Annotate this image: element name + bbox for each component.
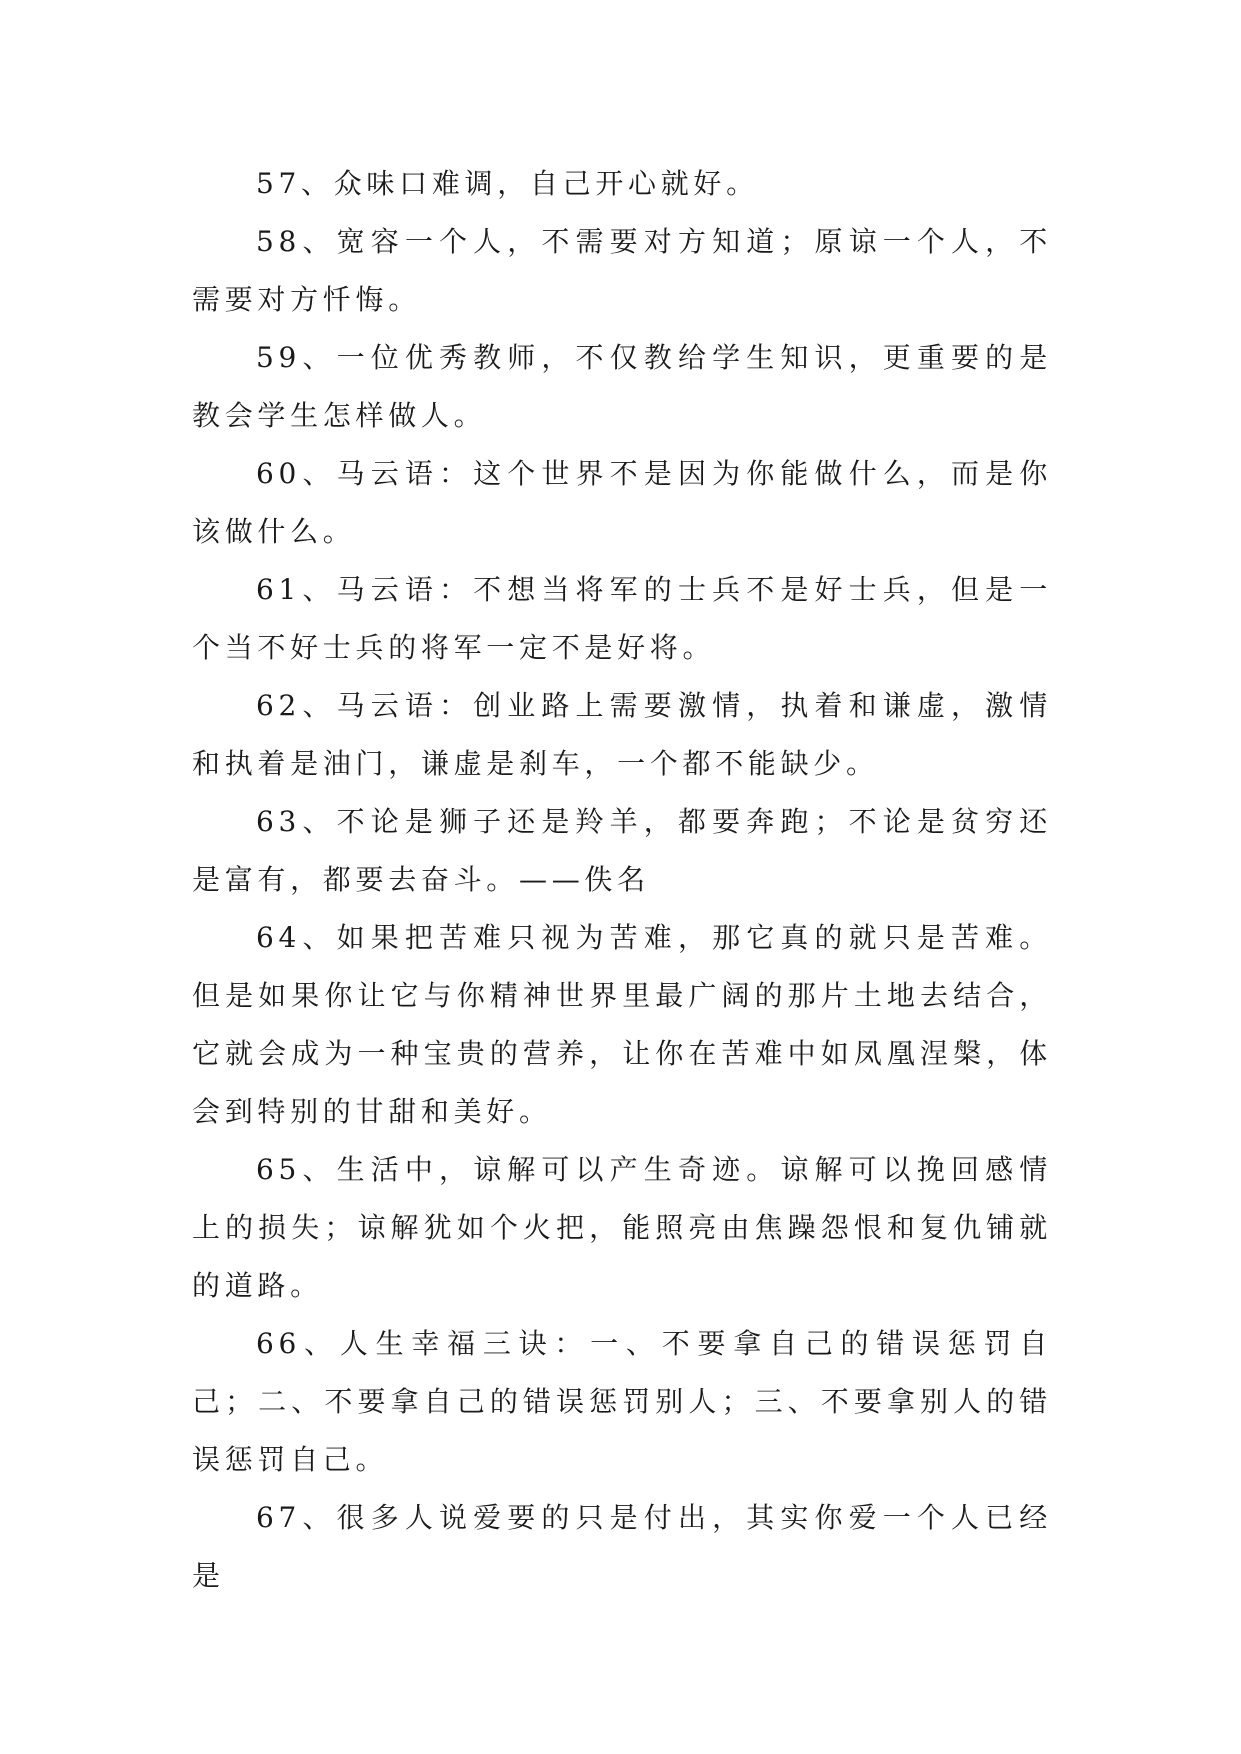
quote-paragraph-64: 64、如果把苦难只视为苦难，那它真的就只是苦难。但是如果你让它与你精神世界里最广阔的那片土地去结合，它就会成为一种宝贵的营养，让你在苦难中如凤凰涅槃，体会到特别的甘甜和美好。 bbox=[192, 921, 1052, 1128]
quote-paragraph-66: 66、人生幸福三诀：一、不要拿自己的错误惩罚自己；二、不要拿自己的错误惩罚别人；三、不要拿别人的错误惩罚自己。 bbox=[192, 1327, 1052, 1476]
quote-paragraph-59: 59、一位优秀教师，不仅教给学生知识，更重要的是教会学生怎样做人。 bbox=[192, 341, 1052, 432]
quote-paragraph-57: 57、众味口难调，自己开心就好。 bbox=[256, 167, 759, 200]
quote-paragraph-63: 63、不论是狮子还是羚羊，都要奔跑；不论是贫穷还是富有，都要去奋斗。——佚名 bbox=[192, 805, 1052, 896]
quote-paragraph-62: 62、马云语：创业路上需要激情，执着和谦虚，激情和执着是油门，谦虚是刹车，一个都不能缺少。 bbox=[192, 689, 1052, 780]
quote-paragraph-61: 61、马云语：不想当将军的士兵不是好士兵，但是一个当不好士兵的将军一定不是好将。 bbox=[192, 573, 1052, 664]
quote-paragraph-60: 60、马云语：这个世界不是因为你能做什么，而是你该做什么。 bbox=[192, 457, 1052, 548]
quote-paragraph-65: 65、生活中，谅解可以产生奇迹。谅解可以挽回感情上的损失；谅解犹如个火把，能照亮由焦躁怨恨和复仇铺就的道路。 bbox=[192, 1153, 1052, 1302]
quote-paragraph-67: 67、很多人说爱要的只是付出，其实你爱一个人已经是 bbox=[192, 1501, 1052, 1592]
quote-paragraph-58: 58、宽容一个人，不需要对方知道；原谅一个人，不需要对方忏悔。 bbox=[192, 225, 1052, 316]
quote-list bbox=[192, 155, 1052, 1605]
